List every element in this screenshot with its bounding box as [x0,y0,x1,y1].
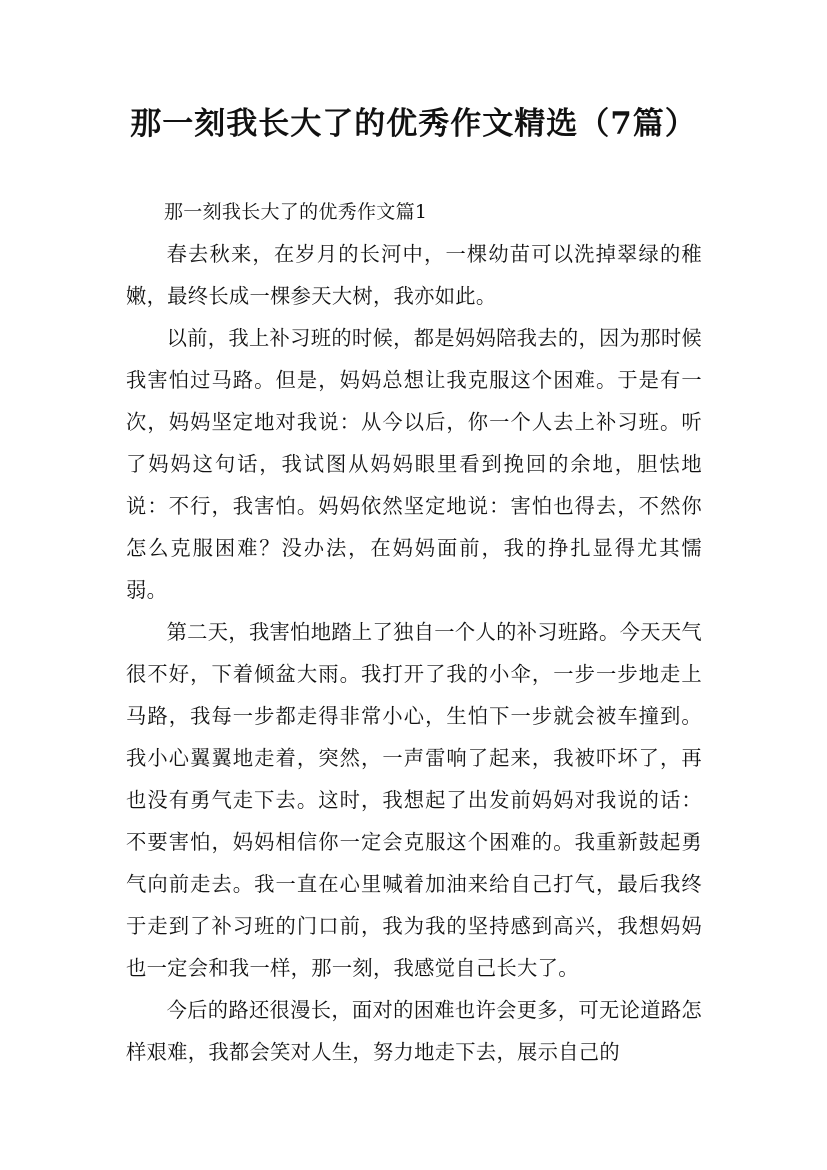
paragraph-3: 第二天，我害怕地踏上了独自一个人的补习班路。今天天气很不好，下着倾盆大雨。我打开了我的小伞，一步一步地走上马路，我每一步都走得非常小心，生怕下一步就会被车撞到。我小心翼翼地走着，突然，一声雷响了起来，我被吓坏了，再也没有勇气走下去。这时，我想起了出发前妈妈对我说的话：不要害怕，妈妈相信你一定会克服这个困难的。我重新鼓起勇气向前走去。我一直在心里喊着加油来给自己打气，最后我终于走到了补习班的门口前，我为我的坚持感到高兴，我想妈妈也一定会和我一样，那一刻，我感觉自己长大了。 [126,620,702,980]
document-title: 那一刻我长大了的优秀作文精选（7篇） [130,106,697,142]
document-body [126,191,702,1073]
section-heading: 那一刻我长大了的优秀作文篇1 [164,201,428,223]
paragraph-4: 今后的路还很漫长，面对的困难也许会更多，可无论道路怎样艰难，我都会笑对人生，努力地走下去，展示自己的 [126,998,702,1064]
paragraph-1: 春去秋来，在岁月的长河中，一棵幼苗可以洗掉翠绿的稚嫩，最终长成一棵参天大树，我亦如此。 [126,242,702,308]
paragraph-2: 以前，我上补习班的时候，都是妈妈陪我去的，因为那时候我害怕过马路。但是，妈妈总想让我克服这个困难。于是有一次，妈妈坚定地对我说：从今以后，你一个人去上补习班。听了妈妈这句话，我试图从妈妈眼里看到挽回的余地，胆怯地说：不行，我害怕。妈妈依然坚定地说：害怕也得去，不然你怎么克服困难？没办法，在妈妈面前，我的挣扎显得尤其懦弱。 [126,326,702,602]
